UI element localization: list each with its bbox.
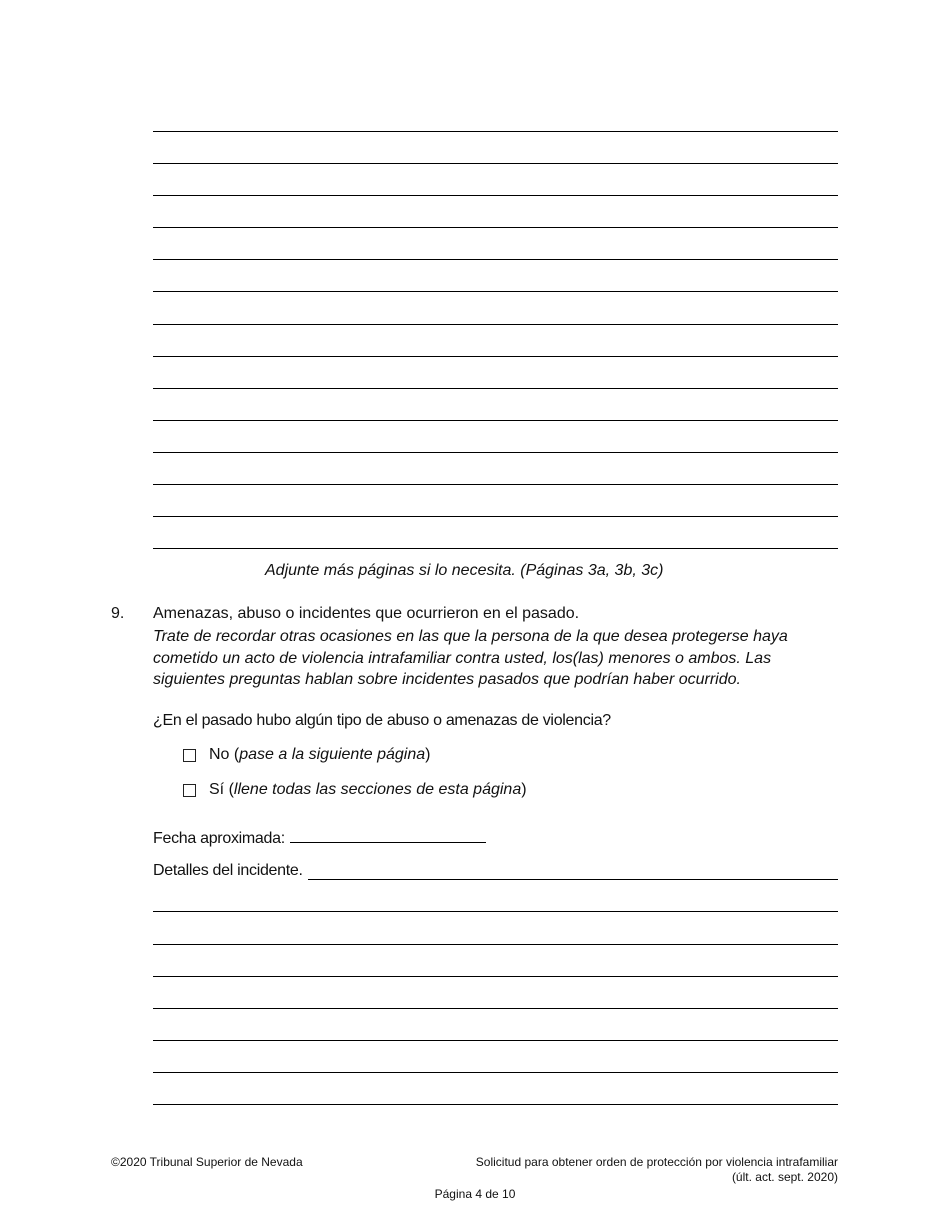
write-line[interactable] — [153, 944, 838, 945]
write-line[interactable] — [153, 131, 838, 132]
write-line[interactable] — [153, 1008, 838, 1009]
write-line[interactable] — [153, 976, 838, 977]
yes-checkbox[interactable] — [183, 784, 196, 797]
footer-copyright: ©2020 Tribunal Superior de Nevada — [111, 1155, 303, 1169]
past-abuse-question: ¿En el pasado hubo algún tipo de abuso o amenazas de violencia? — [153, 712, 611, 729]
write-line[interactable] — [153, 420, 838, 421]
option-no[interactable] — [183, 745, 430, 765]
no-checkbox[interactable] — [183, 749, 196, 762]
write-line[interactable] — [153, 516, 838, 517]
approx-date-field — [153, 829, 486, 848]
footer-page-number: Página 4 de 10 — [434, 1187, 516, 1201]
write-line[interactable] — [153, 259, 838, 260]
attachment-note: Adjunte más páginas si lo necesita. (Páginas 3a, 3b, 3c) — [265, 562, 664, 579]
question-instructions: Trate de recordar otras ocasiones en las que la persona de la que desea protegerse haya cometido un acto de violencia intrafamiliar contra usted, los(las) menores o ambos. Las siguientes preguntas hablan sobre incidentes pasados que podrían haber ocurrido. — [153, 628, 788, 688]
approx-date-input[interactable] — [290, 829, 486, 843]
approx-date-label: Fecha aproximada: — [153, 830, 285, 847]
write-line[interactable] — [153, 548, 838, 549]
footer-revision: (últ. act. sept. 2020) — [731, 1170, 838, 1184]
option-no-text: No (pase a la siguiente página) — [209, 746, 431, 763]
write-line[interactable] — [153, 911, 838, 912]
option-yes[interactable] — [183, 780, 527, 800]
write-line[interactable] — [153, 356, 838, 357]
write-line[interactable] — [153, 484, 838, 485]
write-line[interactable] — [153, 452, 838, 453]
write-line[interactable] — [153, 1072, 838, 1073]
write-line[interactable] — [153, 163, 838, 164]
write-line[interactable] — [153, 1104, 838, 1105]
write-line[interactable] — [153, 227, 838, 228]
write-line[interactable] — [153, 388, 838, 389]
write-line[interactable] — [153, 195, 838, 196]
footer-form-title: Solicitud para obtener orden de protección por violencia intrafamiliar — [475, 1155, 838, 1169]
question-title: Amenazas, abuso o incidentes que ocurrieron en el pasado. — [153, 605, 580, 622]
incident-details-label: Detalles del incidente. — [153, 862, 308, 880]
write-line[interactable] — [153, 1040, 838, 1041]
question-number: 9. — [111, 605, 125, 622]
option-yes-text: Sí (llene todas las secciones de esta página) — [209, 781, 527, 798]
footer-form-info — [476, 1155, 838, 1185]
write-line[interactable] — [153, 291, 838, 292]
write-line[interactable] — [153, 324, 838, 325]
